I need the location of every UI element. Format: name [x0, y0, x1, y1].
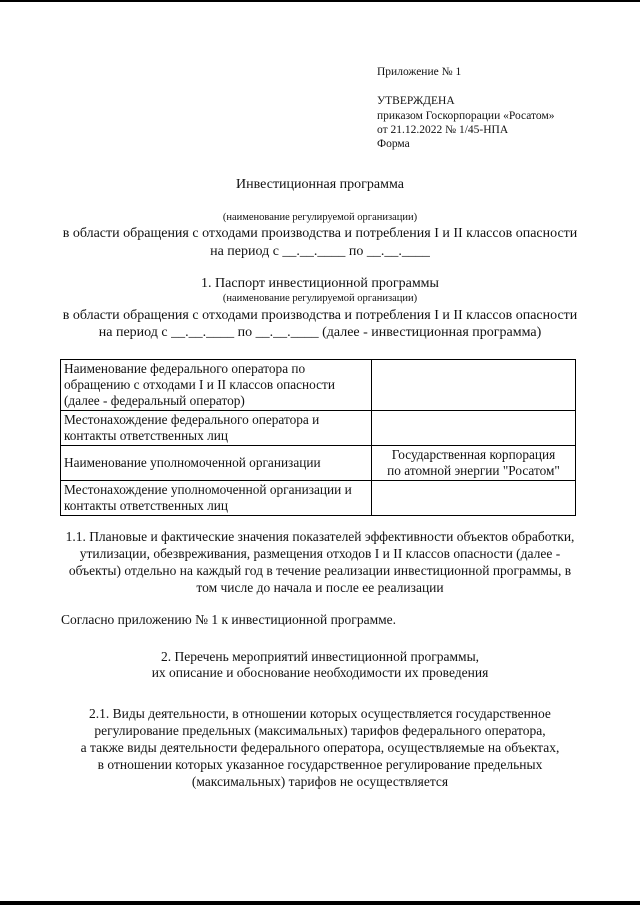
table-row	[61, 411, 576, 446]
scan-border-bottom	[0, 901, 640, 905]
table-cell-label: Местонахождение уполномоченной организации и контакты ответственных лиц	[61, 481, 372, 516]
section-2-heading-line: их описание и обоснование необходимости их проведения	[151, 665, 489, 680]
section-2-1-line: 2.1. Виды деятельности, в отношении которых осуществляется государственное	[89, 706, 551, 721]
section-2-1-line: а также виды деятельности федерального оператора, осуществляемые на объектах,	[80, 740, 560, 755]
table-cell-value: Государственная корпорация по атомной энергии "Росатом"	[372, 446, 576, 481]
section-2-1-line: в отношении которых указанное государственное регулирование предельных	[97, 757, 543, 772]
section-1-1-line: 1.1. Плановые и фактические значения показателей эффективности объектов обработки,	[65, 529, 575, 544]
appendix-label: Приложение № 1	[377, 66, 462, 78]
section-1-heading: 1. Паспорт инвестиционной программы	[201, 276, 439, 291]
form-label: Форма	[377, 138, 410, 150]
table-cell-label: Местонахождение федерального оператора и контакты ответственных лиц	[61, 411, 372, 446]
table-cell-label: Наименование федерального оператора по обращению с отходами I и II классов опасности (далее - федеральный оператор)	[61, 360, 372, 411]
section-2-1-line: (максимальных) тарифов не осуществляется	[191, 774, 449, 789]
section-2-1-line: регулирование предельных (максимальных) тарифов федерального оператора,	[94, 723, 546, 738]
order-line: приказом Госкорпорации «Росатом»	[377, 110, 555, 122]
scan-border-top	[0, 0, 640, 2]
date-line: от 21.12.2022 № 1/45-НПА	[377, 124, 509, 136]
table-cell-value	[372, 360, 576, 411]
page-title: Инвестиционная программа	[236, 177, 404, 192]
table-cell-value	[372, 481, 576, 516]
section-1-1-line: объекты) отдельно на каждый год в течение реализации инвестиционной программы, в	[68, 563, 572, 578]
section-2-heading-line: 2. Перечень мероприятий инвестиционной программы,	[160, 649, 480, 664]
table-cell-value	[372, 411, 576, 446]
section-1-organization-note: (наименование регулируемой организации)	[222, 293, 418, 304]
scope-line: в области обращения с отходами производства и потребления I и II классов опасности	[62, 226, 578, 241]
table-row	[61, 360, 576, 411]
appendix-reference: Согласно приложению № 1 к инвестиционной программе.	[61, 612, 397, 627]
section-1-scope-line: в области обращения с отходами производства и потребления I и II классов опасности	[62, 308, 578, 323]
table-row	[61, 446, 576, 481]
section-1-1-line: том числе до начала и после ее реализации	[196, 580, 444, 595]
period-line: на период с __.__.____ по __.__.____	[210, 244, 430, 259]
table-cell-label: Наименование уполномоченной организации	[61, 446, 372, 481]
passport-table	[60, 359, 576, 516]
section-1-period-line: на период с __.__.____ по __.__.____ (далее - инвестиционная программа)	[98, 325, 542, 340]
table-row	[61, 481, 576, 516]
approved-label: УТВЕРЖДЕНА	[377, 95, 455, 107]
section-1-1-line: утилизации, обезвреживания, размещения отходов I и II классов опасности (далее -	[79, 546, 561, 561]
organization-name-note: (наименование регулируемой организации)	[222, 212, 418, 223]
